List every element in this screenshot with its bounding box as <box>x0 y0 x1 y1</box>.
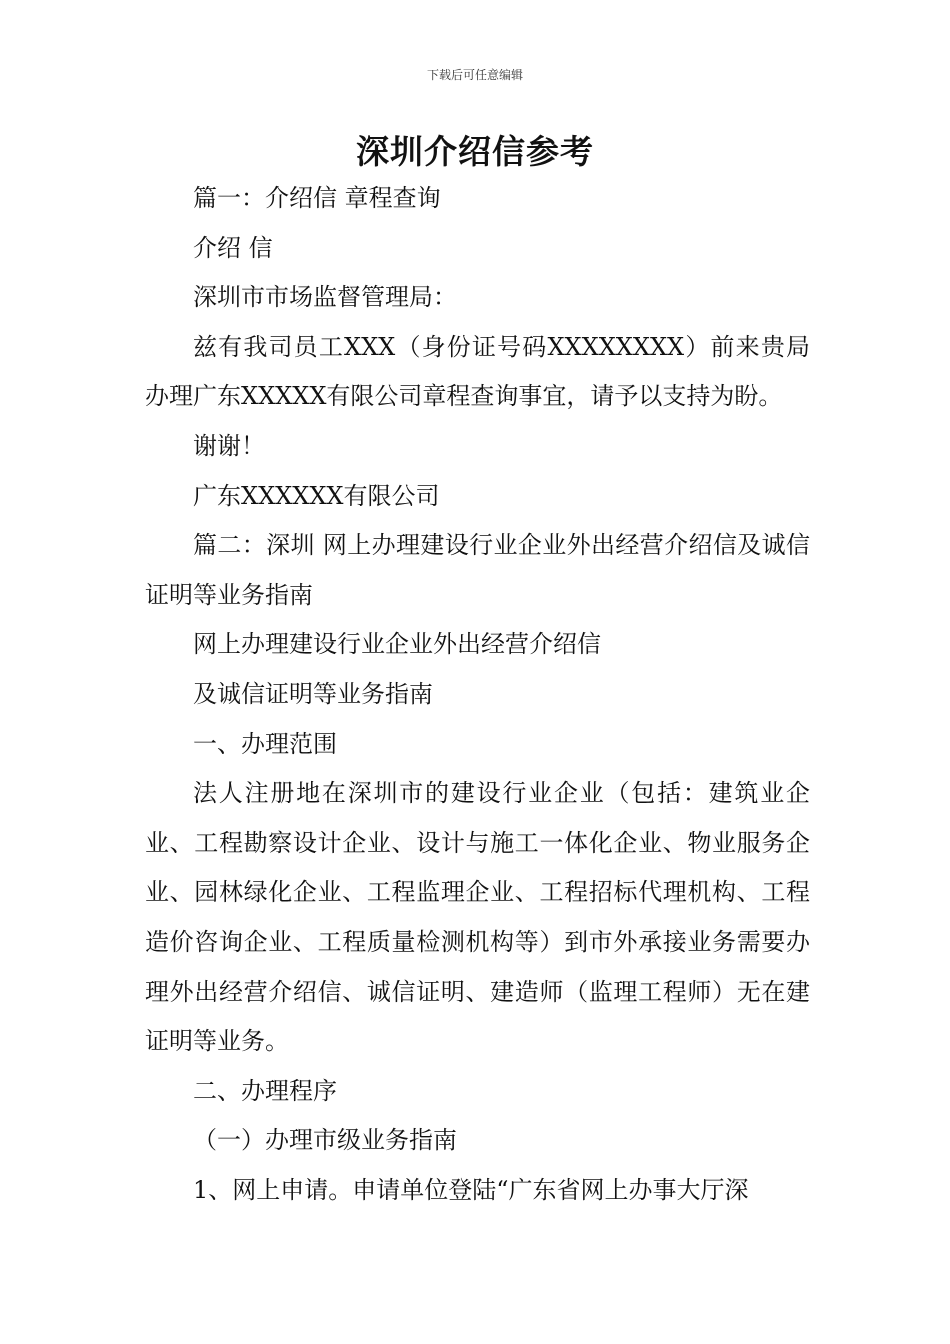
guide-title-line-2: 及诚信证明等业务指南 <box>193 679 433 708</box>
section-heading-part-two: 篇二：深圳 网上办理建设行业企业外出经营介绍信及诚信证明等业务指南 <box>145 531 810 609</box>
letter-thanks: 谢谢！ <box>193 431 265 460</box>
letter-heading: 介绍 信 <box>193 233 273 262</box>
document-body <box>145 174 810 1215</box>
procedure-heading: 二、办理程序 <box>193 1076 337 1105</box>
online-application-step: 1、网上申请。申请单位登陆“广东省网上办事大厅深 <box>193 1175 749 1204</box>
letter-recipient: 深圳市市场监督管理局： <box>193 283 457 312</box>
letter-signature: 广东XXXXXX有限公司 <box>193 481 440 510</box>
guide-title-line-1: 网上办理建设行业企业外出经营介绍信 <box>193 630 601 659</box>
header-note: 下载后可任意编辑 <box>426 68 523 82</box>
municipal-guide-heading: （一）办理市级业务指南 <box>193 1126 457 1155</box>
scope-heading: 一、办理范围 <box>193 729 337 758</box>
scope-paragraph: 法人注册地在深圳市的建设行业企业（包括：建筑业企业、工程勘察设计企业、设计与施工一体化企业、物业服务企业、园林绿化企业、工程监理企业、工程招标代理机构、工程造价咨询企业、工程质量检测机构等）到市外承接业务需要办理外出经营介绍信、诚信证明、建造师（监理工程师）无在建证明等业务。 <box>145 779 810 1056</box>
letter-body: 兹有我司员工XXX（身份证号码XXXXXXXX）前来贵局办理广东XXXXX有限公司章程查询事宜，请予以支持为盼。 <box>145 332 810 411</box>
document-title: 深圳介绍信参考 <box>356 132 594 171</box>
section-heading-part-one: 篇一：介绍信 章程查询 <box>193 184 441 212</box>
